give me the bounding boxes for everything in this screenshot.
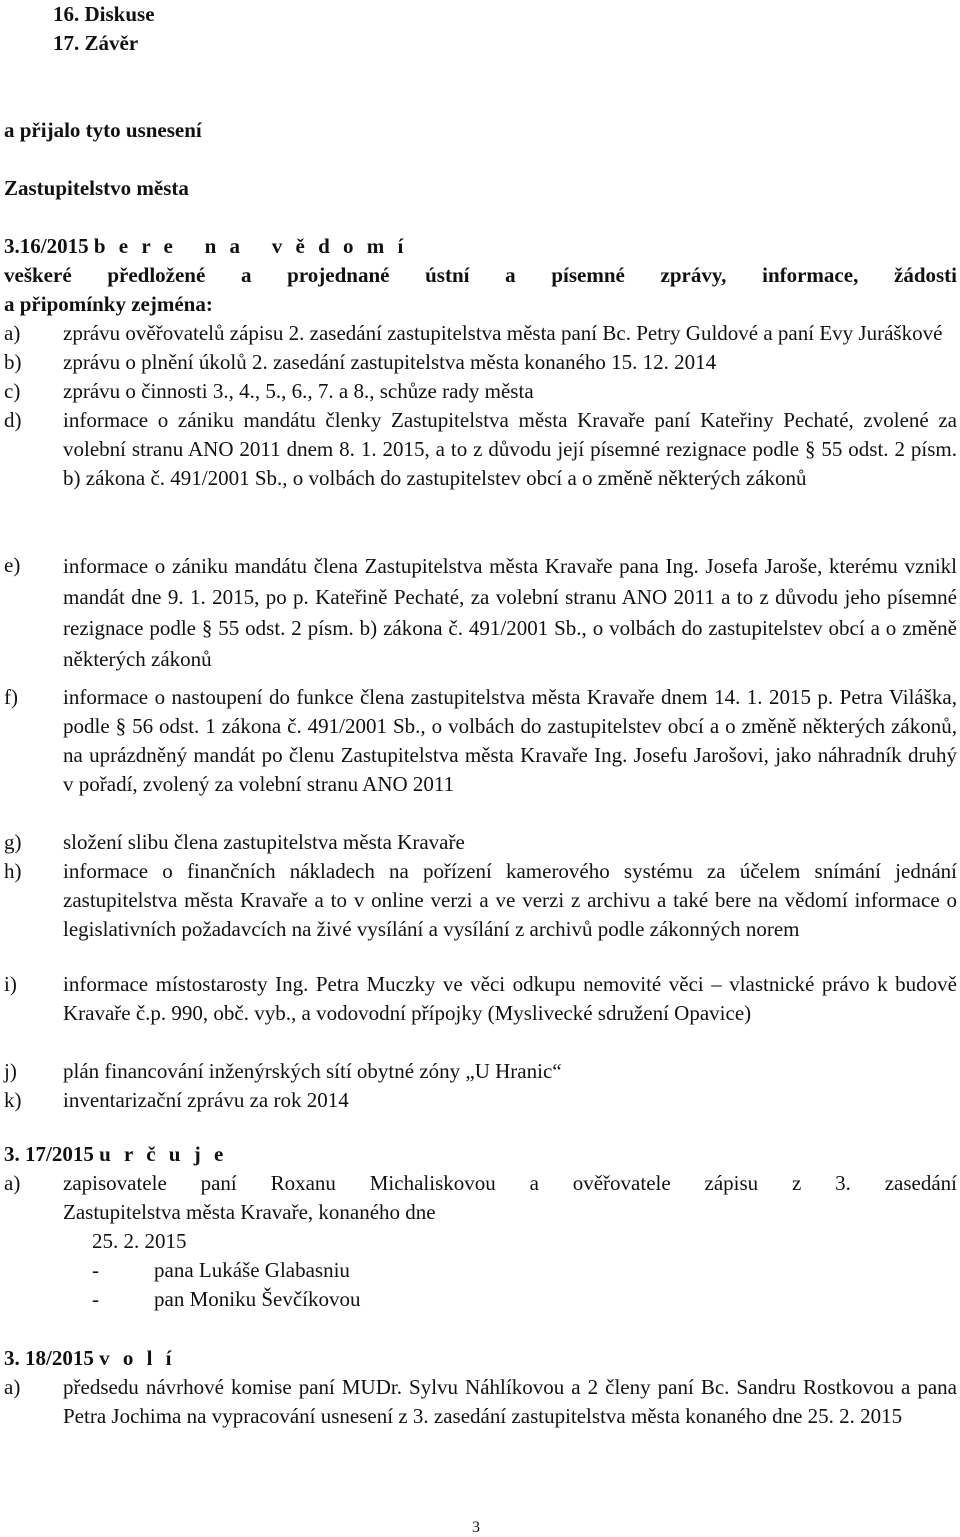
- resolution-verb: b e r e n a v ě d o m í: [93, 234, 408, 258]
- list-item: [4, 1086, 957, 1115]
- item-label: a): [4, 321, 21, 345]
- dash-bullet: -: [92, 1287, 99, 1311]
- item-text-line2: Zastupitelstva města Kravaře, konaného dne: [63, 1200, 436, 1224]
- item-label: f): [4, 685, 18, 709]
- item-label: h): [4, 859, 22, 883]
- item-label: i): [4, 972, 17, 996]
- item-label: a): [4, 1171, 21, 1195]
- item-text: informace o zániku mandátu člena Zastupitelstva města Kravaře pana Ing. Josefa Jaroše, kterému vznikl mandát dne 9. 1. 2015, po p. Kateřině Pechaté, za volební stranu ANO 2011 a to z důvodu jeho písemné rezignace podle § 55 odst. 2 písm. b) zákona č. 491/2001 Sb., o volbách do zastupitelstev obcí a o změně některých zákonů: [63, 554, 957, 671]
- item-label: j): [4, 1059, 17, 1083]
- item-text-line1: zapisovatele paní Roxanu Michaliskovou a ověřovatele zápisu z 3. zasedání: [63, 1171, 957, 1195]
- heading-zastupitelstvo: Zastupitelstvo města: [4, 176, 189, 200]
- item-label: g): [4, 830, 22, 854]
- item-text: složení slibu člena zastupitelstva města Kravaře: [63, 830, 465, 854]
- item-text: předsedu návrhové komise paní MUDr. Sylvu Náhlíkovou a 2 členy paní Bc. Sandru Rostkovou a pana Petra Jochima na vypracování usnesení z 3. zasedání zastupitelstva města konaného dne 25. 2. 2015: [63, 1375, 957, 1428]
- list-item: [4, 319, 957, 348]
- meeting-date: 25. 2. 2015: [92, 1229, 187, 1253]
- list-item: [4, 970, 957, 1028]
- list-item: [4, 683, 957, 799]
- list-item: [4, 1057, 957, 1086]
- list-item: [4, 857, 957, 944]
- item-text: zprávu ověřovatelů zápisu 2. zasedání zastupitelstva města paní Bc. Petry Guldové a paní Evy Juráškové: [63, 321, 943, 345]
- person-name: pan Moniku Ševčíkovou: [154, 1287, 361, 1311]
- list-item: [92, 1285, 360, 1314]
- item-label: b): [4, 350, 22, 374]
- item-text: informace o nastoupení do funkce člena zastupitelstva města Kravaře dnem 14. 1. 2015 p. Petra Viláška, podle § 56 odst. 1 zákona č. 491/2001 Sb., o volbách do zastupitelstev obcí a o změně některých zákonů, na uprázdněný mandát po členu Zastupitelstva města Kravaře Ing. Josefu Jarošovi, jako náhradník druhý v pořadí, zvolený za volební stranu ANO 2011: [63, 685, 957, 796]
- item-label: a): [4, 1375, 21, 1399]
- heading-diskuse: 16. Diskuse: [53, 2, 155, 26]
- resolution-17-heading: [4, 1140, 227, 1169]
- resolution-16-heading: [4, 232, 407, 261]
- item-text: zprávu o činnosti 3., 4., 5., 6., 7. a 8., schůze rady města: [63, 379, 534, 403]
- item-text: informace místostarosty Ing. Petra Muczky ve věci odkupu nemovité věci – vlastnické právo k budově Kravaře č.p. 990, obč. vyb., a vodovodní přípojky (Myslivecké sdružení Opavice): [63, 972, 957, 1025]
- page-number: 3: [472, 1519, 480, 1536]
- resolution-number: 3. 17/2015: [4, 1142, 94, 1166]
- list-item: [4, 406, 957, 493]
- item-text: informace o zániku mandátu členky Zastupitelstva města Kravaře paní Kateřiny Pechaté, zvolené za volební stranu ANO 2011 dnem 8. 1. 2015, a to z důvodu její písemné rezignace podle § 55 odst. 2 písm. b) zákona č. 491/2001 Sb., o volbách do zastupitelstev obcí a o změně některých zákonů: [63, 408, 957, 490]
- resolution-number: 3.16/2015: [4, 234, 89, 258]
- list-item: [4, 377, 957, 406]
- list-item: [4, 551, 957, 675]
- item-label: d): [4, 408, 22, 432]
- item-label: c): [4, 379, 21, 403]
- list-item: [4, 828, 957, 857]
- dash-bullet: -: [92, 1258, 99, 1282]
- resolution-18-heading: [4, 1344, 176, 1373]
- item-label: e): [4, 553, 21, 577]
- person-name: pana Lukáše Glabasniu: [154, 1258, 350, 1282]
- list-item: [92, 1256, 350, 1285]
- resolution-16-intro-line2: a připomínky zejména:: [4, 292, 213, 316]
- heading-zaver: 17. Závěr: [53, 31, 139, 55]
- item-text: zprávu o plnění úkolů 2. zasedání zastupitelstva města konaného 15. 12. 2014: [63, 350, 717, 374]
- item-text: informace o finančních nákladech na pořízení kamerového systému za účelem snímání jednání zastupitelstva města Kravaře a to v online verzi a ve verzi z archivu a také bere na vědomí informace o legislativních požadavcích na živé vysílání a vysílání z archivů podle zákonných norem: [63, 859, 957, 941]
- list-item: [4, 1169, 957, 1227]
- list-item: [4, 348, 957, 377]
- item-text: inventarizační zprávu za rok 2014: [63, 1088, 349, 1112]
- item-text: plán financování inženýrských sítí obytné zóny „U Hranic“: [63, 1059, 562, 1083]
- item-label: k): [4, 1088, 22, 1112]
- list-item: [4, 1373, 957, 1431]
- resolution-number: 3. 18/2015: [4, 1346, 94, 1370]
- resolution-16-intro-line1: veškeré předložené a projednané ústní a písemné zprávy, informace, žádosti: [4, 263, 957, 287]
- resolution-verb: u r č u j e: [99, 1142, 228, 1166]
- heading-prijalo: a přijalo tyto usnesení: [4, 118, 202, 142]
- resolution-verb: v o l í: [99, 1346, 176, 1370]
